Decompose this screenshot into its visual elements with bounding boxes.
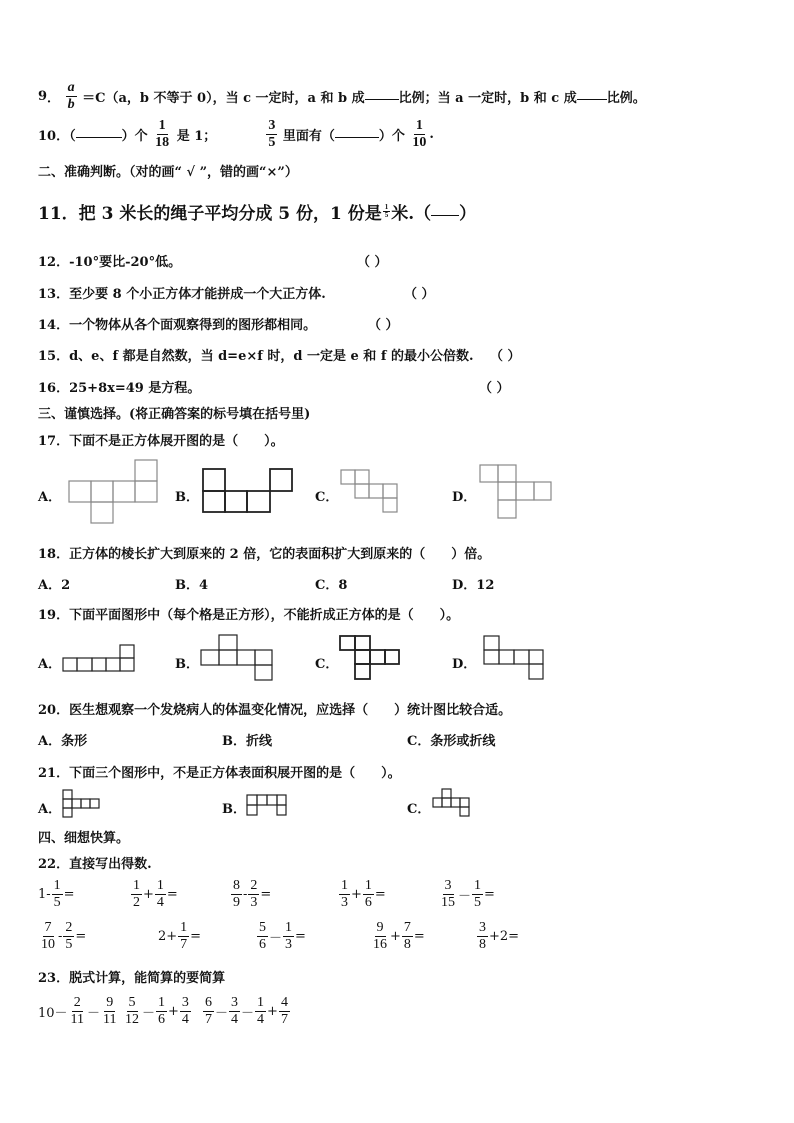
calc-item: $\frac{1}{3}$ + $\frac{1}{6}$ = [341,878,386,910]
fraction: $\frac{2}{3}$ [250,878,258,910]
question-11: 11．把 3 米长的绳子平均分成 5 份，1 份是 $\frac{1}{5}$ 米.（ ） [38,203,477,224]
fraction: $\frac{3}{4}$ [181,995,189,1027]
question-22: 22．直接写出得数. [38,857,152,872]
answer-blank[interactable] [335,126,379,138]
option-a-label[interactable]: A． [38,657,62,672]
net-figure-19b [200,634,274,682]
net-figure-19a [62,644,136,672]
option-a[interactable]: A．条形 [38,734,88,749]
option-d-label[interactable]: D． [452,657,477,672]
option-b-label[interactable]: B． [222,802,246,817]
expression-2: $\frac{5}{12}$ － $\frac{1}{6}$ + $\frac{3}{4}$ [125,995,189,1027]
net-figure-19d [483,635,545,681]
question-15: 15．d、e、f 都是自然数，当 d=e×f 时，d 一定是 e 和 f 的最小公倍数. [38,349,474,364]
option-b[interactable]: B．折线 [222,734,272,749]
option-c[interactable]: C．8 [315,578,348,593]
net-figure-17d [479,464,553,520]
fraction: $\frac{2}{5}$ [65,920,73,952]
calc-item: 2+ $\frac{1}{7}$ = [158,920,202,952]
question-9: 9． $\frac{a}{b}$ ＝C（a，b 不等于 0），当 c 一定时，a 和 b 成 比例；当 a 一定时，b 和 c 成 比例。 [38,80,646,112]
answer-paren-15[interactable]: （ ） [490,349,521,364]
answer-blank[interactable] [76,126,122,138]
fraction: $\frac{5}{12}$ [125,995,139,1027]
question-16: 16．25+8x=49 是方程。 [38,381,201,396]
question-20: 20．医生想观察一个发烧病人的体温变化情况，应选择（ ）统计图比较合适。 [38,703,512,718]
answer-blank[interactable] [431,201,459,216]
question-18: 18．正方体的棱长扩大到原来的 2 倍，它的表面积扩大到原来的（ ）倍。 [38,547,491,562]
question-17: 17．下面不是正方体展开图的是（ ）。 [38,434,284,449]
calc-item: 1- $\frac{1}{5}$ = [38,878,75,910]
fraction: $\frac{8}{9}$ [233,878,240,910]
fraction: $\frac{7}{10}$ [41,920,55,952]
section-2-heading: 二、准确判断。（对的画“ √ ”，错的画“×”） [38,165,298,180]
fraction: $\frac{1}{7}$ [180,920,188,952]
fraction: $\frac{7}{8}$ [403,920,411,952]
fraction: $\frac{1}{5}$ [474,878,482,910]
question-19: 19．下面平面图形中（每个格是正方形），不能折成正方体的是（ ）。 [38,608,460,623]
answer-blank[interactable] [365,88,399,100]
answer-paren-14[interactable]: （ ） [368,318,399,333]
option-a-label[interactable]: A． [38,802,62,817]
fraction: $\frac{1}{5}$ [53,878,61,910]
question-14: 14．一个物体从各个面观察得到的图形都相同。 [38,318,317,333]
question-10: 10．（ ）个 $\frac{1}{18}$ 是 1； $\frac{3}{5}$ 里面有（ ）个 $\frac{1}{10}$ . [38,118,434,150]
option-d-label[interactable]: D． [452,490,477,505]
fraction: $\frac{6}{7}$ [205,995,212,1027]
fraction: $\frac{1}{6}$ [158,995,166,1027]
fraction: $\frac{1}{4}$ [257,995,265,1027]
calc-item: $\frac{9}{16}$ + $\frac{7}{8}$ = [373,920,425,952]
option-b-label[interactable]: B． [175,657,199,672]
fraction: $\frac{1}{3}$ [285,920,293,952]
expression-1: 10－ $\frac{2}{11}$ － $\frac{9}{11}$ [38,995,117,1027]
fraction: $\frac{3}{15}$ [441,878,455,910]
answer-paren-16[interactable]: （ ） [479,381,510,396]
option-c-label[interactable]: C． [407,802,431,817]
calc-item: $\frac{5}{6}$ － $\frac{1}{3}$ = [259,920,306,952]
net-figure-21c [432,788,472,818]
calc-item: $\frac{8}{9}$ - $\frac{2}{3}$ = [233,878,272,910]
net-figure-21a [62,789,102,819]
option-b-label[interactable]: B． [175,490,199,505]
calc-item: $\frac{1}{2}$ + $\frac{1}{4}$ = [133,878,178,910]
calc-item: $\frac{3}{8}$ +2= [479,920,520,952]
question-23: 23．脱式计算，能简算的要简算 [38,971,226,986]
net-figure-17c [340,469,400,513]
answer-paren-12[interactable]: （ ） [357,255,388,270]
fraction: $\frac{9}{16}$ [373,920,387,952]
option-d[interactable]: D．12 [452,578,495,593]
fraction: $\frac{1}{4}$ [156,878,164,910]
fraction-a-over-b: $\frac{a}{b}$ [67,80,75,112]
fraction: $\frac{1}{6}$ [364,878,372,910]
option-a-label[interactable]: A． [38,490,62,505]
net-figure-21b [246,794,288,818]
fraction: $\frac{1}{2}$ [133,878,140,910]
option-c-label[interactable]: C． [315,657,339,672]
fraction: $\frac{2}{11}$ [70,995,85,1027]
question-21: 21．下面三个图形中，不是正方体表面积展开图的是（ ）。 [38,766,401,781]
net-figure-17b [202,468,294,514]
fraction: $\frac{5}{6}$ [259,920,266,952]
question-12: 12．-10°要比-20°低。 [38,255,182,270]
fraction: $\frac{9}{11}$ [103,995,117,1027]
answer-blank[interactable] [577,88,607,100]
answer-paren-13[interactable]: （ ） [404,287,435,302]
calc-item: $\frac{7}{10}$ - $\frac{2}{5}$ = [41,920,87,952]
fraction: $\frac{3}{8}$ [479,920,486,952]
section-4-heading: 四、细想快算。 [38,831,130,846]
fraction: $\frac{3}{4}$ [231,995,239,1027]
calc-item: $\frac{3}{15}$ － $\frac{1}{5}$ = [441,878,495,910]
option-c[interactable]: C．条形或折线 [407,734,496,749]
option-a[interactable]: A．2 [38,578,71,593]
expression-3: $\frac{6}{7}$ － $\frac{3}{4}$ － $\frac{1}{4}$ + $\frac{4}{7}$ [205,995,288,1027]
option-b[interactable]: B．4 [175,578,209,593]
question-13: 13．至少要 8 个小正方体才能拼成一个大正方体. [38,287,326,302]
fraction: $\frac{4}{7}$ [280,995,288,1027]
net-figure-17a [68,459,158,525]
section-3-heading: 三、谨慎选择。(将正确答案的标号填在括号里) [38,407,311,422]
option-c-label[interactable]: C． [315,490,339,505]
net-figure-19c [339,635,401,681]
fraction: $\frac{1}{3}$ [341,878,348,910]
